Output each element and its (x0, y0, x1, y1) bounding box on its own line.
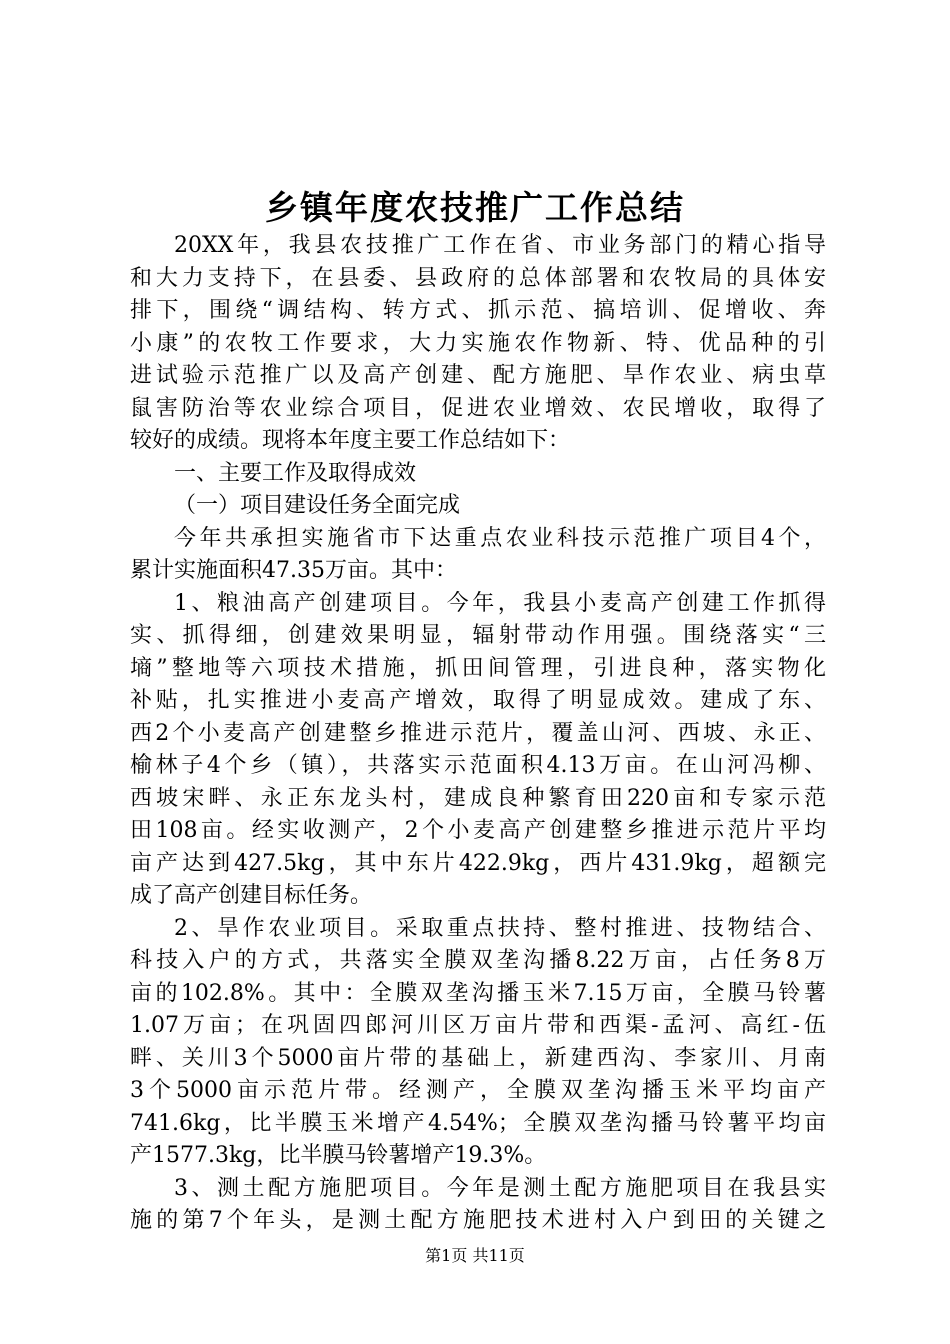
paragraph-line: 墒”整地等六项技术措施，抓田间管理，引进良种，落实物化 (130, 655, 826, 681)
paragraph-line: 累计实施面积47.35万亩。其中： (130, 558, 457, 583)
paragraph-line: 补贴，扎实推进小麦高产增效，取得了明显成效。建成了东、 (130, 688, 826, 713)
paragraph-line: 榆林子4个乡（镇），共落实示范面积4.13万亩。在山河冯柳、 (130, 753, 826, 778)
paragraph-line: 3个5000亩示范片带。经测产，全膜双垄沟播玉米平均亩产 (130, 1078, 826, 1103)
document-title: 乡镇年度农技推广工作总结 (265, 188, 685, 227)
paragraph-line: 施的第7个年头，是测土配方施肥技术进村入户到田的关键之 (130, 1208, 826, 1233)
paragraph-line: 和大力支持下，在县委、县政府的总体部署和农牧局的具体安 (130, 265, 826, 291)
paragraph-line: 2、旱作农业项目。采取重点扶持、整村推进、技物结合、 (174, 915, 826, 941)
paragraph-line: 进试验示范推广以及高产创建、配方施肥、旱作农业、病虫草 (130, 363, 826, 388)
page-footer: 第1页 共11页 (425, 1246, 525, 1265)
paragraph-line: 科技入户的方式，共落实全膜双垄沟播8.22万亩，占任务8万 (130, 948, 826, 973)
paragraph-line: 今年共承担实施省市下达重点农业科技示范推广项目4个， (174, 525, 826, 551)
subsection-heading: （一）项目建设任务全面完成 (174, 493, 461, 518)
paragraph-line: 田108亩。经实收测产，2个小麦高产创建整乡推进示范片平均 (130, 818, 826, 843)
paragraph-line: 排下，围绕“调结构、转方式、抓示范、搞培训、促增收、奔 (130, 298, 826, 323)
paragraph-line: 产1577.3kg，比半膜马铃薯增产19.3%。 (130, 1143, 547, 1168)
paragraph-line: 亩的102.8%。其中：全膜双垄沟播玉米7.15万亩，全膜马铃薯 (130, 980, 826, 1006)
paragraph-line: 741.6kg，比半膜玉米增产4.54%；全膜双垄沟播马铃薯平均亩 (130, 1110, 826, 1136)
paragraph-line: 1、粮油高产创建项目。今年，我县小麦高产创建工作抓得 (174, 590, 826, 616)
paragraph-line: 小康”的农牧工作要求，大力实施农作物新、特、优品种的引 (130, 330, 826, 356)
paragraph-line: 亩产达到427.5kg，其中东片422.9kg，西片431.9kg，超额完 (130, 850, 826, 876)
paragraph-line: 3、测土配方施肥项目。今年是测土配方施肥项目在我县实 (174, 1175, 826, 1201)
paragraph-line: 20XX年，我县农技推广工作在省、市业务部门的精心指导 (174, 233, 826, 258)
paragraph-line: 1.07万亩；在巩固四郎河川区万亩片带和西渠-孟河、高红-伍 (130, 1013, 826, 1038)
paragraph-line: 西2个小麦高产创建整乡推进示范片，覆盖山河、西坡、永正、 (130, 720, 826, 746)
paragraph-line: 实、抓得细，创建效果明显，辐射带动作用强。围绕落实“三 (130, 623, 826, 648)
document-body (130, 230, 826, 1238)
section-heading: 一、主要工作及取得成效 (174, 460, 417, 486)
paragraph-line: 畔、关川3个5000亩片带的基础上，新建西沟、李家川、月南 (130, 1045, 826, 1071)
paragraph-line: 鼠害防治等农业综合项目，促进农业增效、农民增收，取得了 (130, 395, 826, 421)
paragraph-line: 西坡宋畔、永正东龙头村，建成良种繁育田220亩和专家示范 (130, 785, 826, 811)
paragraph-line: 较好的成绩。现将本年度主要工作总结如下： (130, 428, 571, 453)
paragraph-line: 成了高产创建目标任务。 (130, 883, 373, 908)
